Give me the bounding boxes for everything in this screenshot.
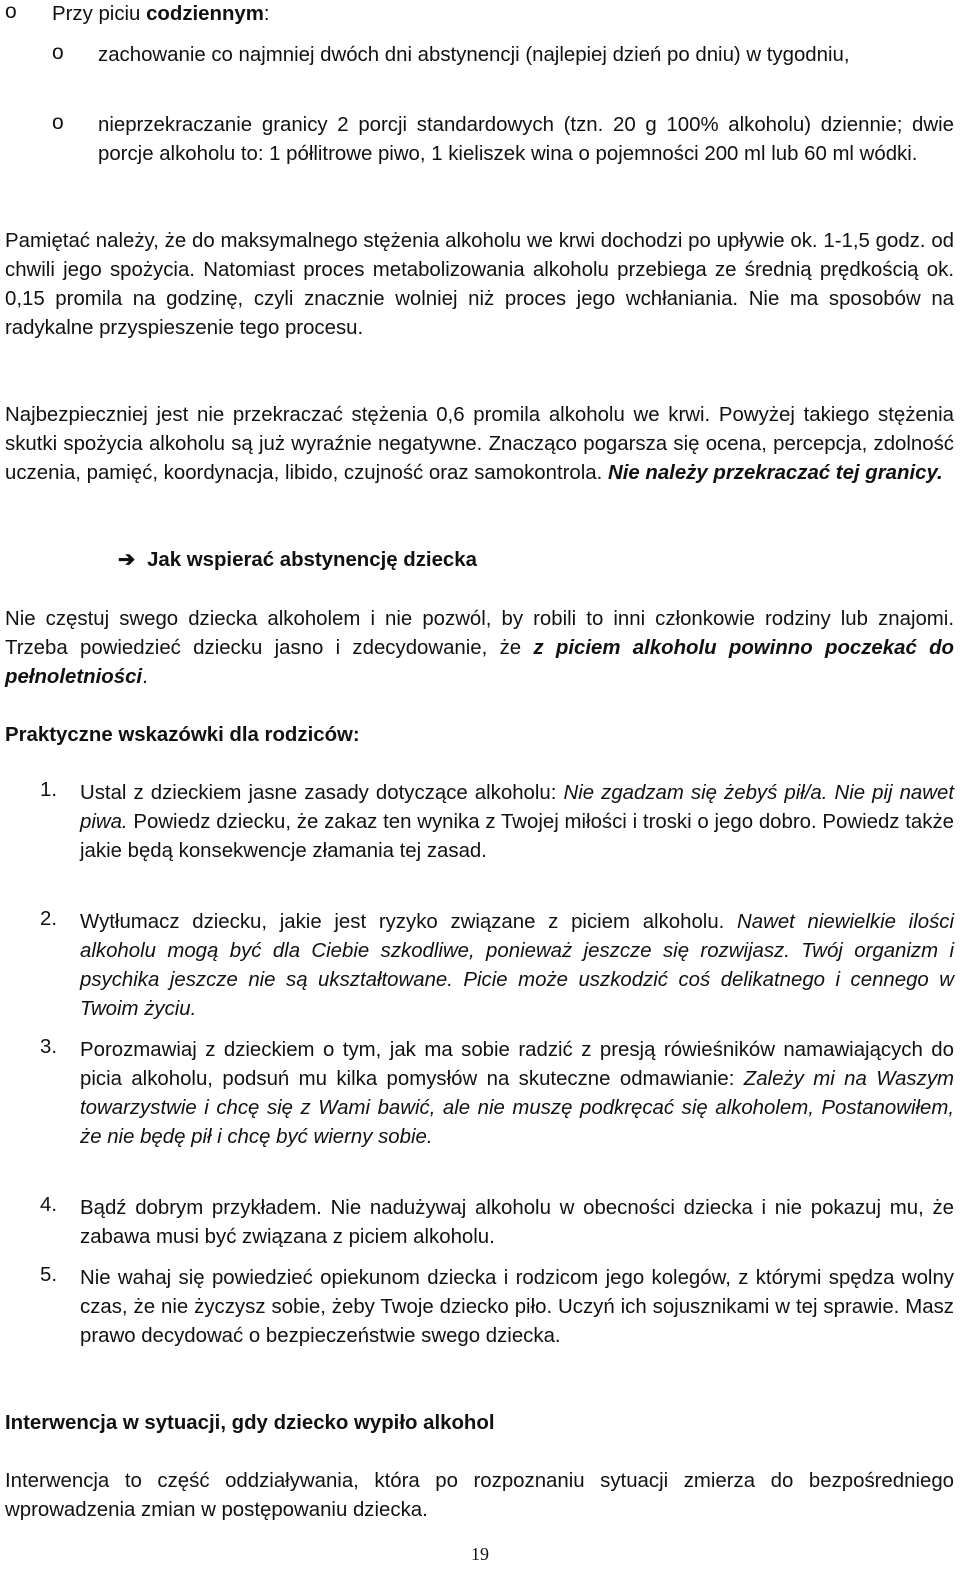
peak-concentration-paragraph: Pamiętać należy, że do maksymalnego stężenia alkoholu we krwi dochodzi po upływie ok. 1-1,5 godz. od chwili jego spożycia. Natomiast proces metabolizowania alkoholu przebiega ze średnią prędkością ok. 0,15 promila na godzinę, czyli znacznie wolniej niż proces jego wchłaniania. Nie ma sposobów na radykalne przyspieszenie tego procesu. xyxy=(5,230,954,339)
tip-text: Porozmawiaj z dzieckiem o tym, jak ma sobie radzić z presją rówieśników namawiających do picia alkoholu, podsuń mu kilka pomysłów na skuteczne odmawianie: xyxy=(80,1039,954,1090)
section-title: Jak wspierać abstynencję dziecka xyxy=(147,549,477,571)
tip-text: Wytłumacz dziecku, jakie jest ryzyko związane z piciem alkoholu. xyxy=(80,911,738,933)
bullet-marker: o xyxy=(5,0,17,23)
support-paragraph xyxy=(5,605,954,692)
tip-quote: Zależy mi na Waszym towarzystwie i chcę się z Wami bawić, ale nie muszę podkręcać się alkoholem, Postanowiłem, że nie będę pił i chcę być wierny sobie. xyxy=(80,1068,954,1148)
section-heading-support xyxy=(118,546,818,575)
intro-end: : xyxy=(263,3,270,25)
tip-text: Powiedz dziecku, że zakaz ten wynika z Twojej miłości i troski o jego dobro. Powiedz także jakie będą konsekwencje złamania tej zasad. xyxy=(80,811,954,862)
sub-bullet-marker: o xyxy=(52,41,64,64)
tip-number: 4. xyxy=(40,1194,58,1216)
abstinence-days-item: zachowanie co najmniej dwóch dni abstynencji (najlepiej dzień po dniu) w tygodniu, xyxy=(98,44,850,66)
safe-limit-paragraph xyxy=(5,401,954,488)
safe-limit-text: Najbezpieczniej jest nie przekraczać stężenia 0,6 promila alkoholu we krwi. Powyżej takiego stężenia skutki spożycia alkoholu są już wyraźnie negatywne. Znacząco pogarsza się ocena, percepcja, zdolność uczenia, pamięć, koordynacja, libido, czujność oraz samokontrola. xyxy=(5,404,954,484)
tip-item xyxy=(80,908,954,1024)
tip-text: Nie wahaj się powiedzieć opiekunom dziecka i rodzicom jego kolegów, z którymi spędza wolny czas, że nie życzysz sobie, żeby Twoje dziecko piło. Uczyń ich sojusznikami w tej sprawie. Masz prawo decydować o bezpieczeństwie swego dziecka. xyxy=(80,1267,954,1347)
tip-number: 2. xyxy=(40,908,58,930)
tip-item xyxy=(80,1036,954,1152)
arrow-right-icon: ➔ xyxy=(118,549,136,571)
tip-number: 1. xyxy=(40,779,58,801)
tip-item xyxy=(80,1264,954,1351)
tip-quote: Nie zgadzam się żebyś pił/a. Nie pij nawet piwa. xyxy=(80,782,954,833)
safe-limit-emphasis: Nie należy przekraczać tej granicy. xyxy=(607,462,943,484)
support-text: Nie częstuj swego dziecka alkoholem i nie pozwól, by robili to inni członkowie rodziny lub znajomi. Trzeba powiedzieć dziecku jasno i zdecydowanie, że xyxy=(5,608,954,659)
daily-drinking-intro xyxy=(52,0,912,29)
intro-emphasis: codziennym xyxy=(146,3,264,25)
tip-quote: Nawet niewielkie ilości alkoholu mogą być dla Ciebie szkodliwe, ponieważ jeszcze się rozwijasz. Twój organizm i psychika jeszcze nie są ukształtowane. Picie może uszkodzić coś delikatnego i cennego w Twoim życiu. xyxy=(80,911,954,1020)
tip-number: 3. xyxy=(40,1036,58,1058)
tips-heading: Praktyczne wskazówki dla rodziców: xyxy=(5,724,360,746)
intervention-heading: Interwencja w sytuacji, gdy dziecko wypiło alkohol xyxy=(5,1412,495,1434)
tip-item xyxy=(80,779,954,866)
tip-text: Bądź dobrym przykładem. Nie nadużywaj alkoholu w obecności dziecka i nie pokazuj mu, że zabawa musi być związana z piciem alkoholu. xyxy=(80,1197,954,1248)
support-end: . xyxy=(142,666,148,688)
support-emphasis: z piciem alkoholu powinno poczekać do pełnoletniości xyxy=(5,637,954,688)
standard-portions-item: nieprzekraczanie granicy 2 porcji standardowych (tzn. 20 g 100% alkoholu) dziennie; dwie porcje alkoholu to: 1 półlitrowe piwo, 1 kieliszek wina o pojemności 200 ml lub 60 ml wódki. xyxy=(98,114,954,165)
intro-text: Przy piciu xyxy=(52,3,147,25)
intervention-paragraph: Interwencja to część oddziaływania, która po rozpoznaniu sytuacji zmierza do bezpośredniego wprowadzenia zmian w postępowaniu dziecka. xyxy=(5,1470,954,1521)
tip-item xyxy=(80,1194,954,1252)
page-number: 19 xyxy=(471,1544,489,1564)
tip-text: Ustal z dzieckiem jasne zasady dotyczące alkoholu: xyxy=(80,782,564,804)
sub-bullet-marker: o xyxy=(52,111,64,134)
tip-number: 5. xyxy=(40,1264,58,1286)
